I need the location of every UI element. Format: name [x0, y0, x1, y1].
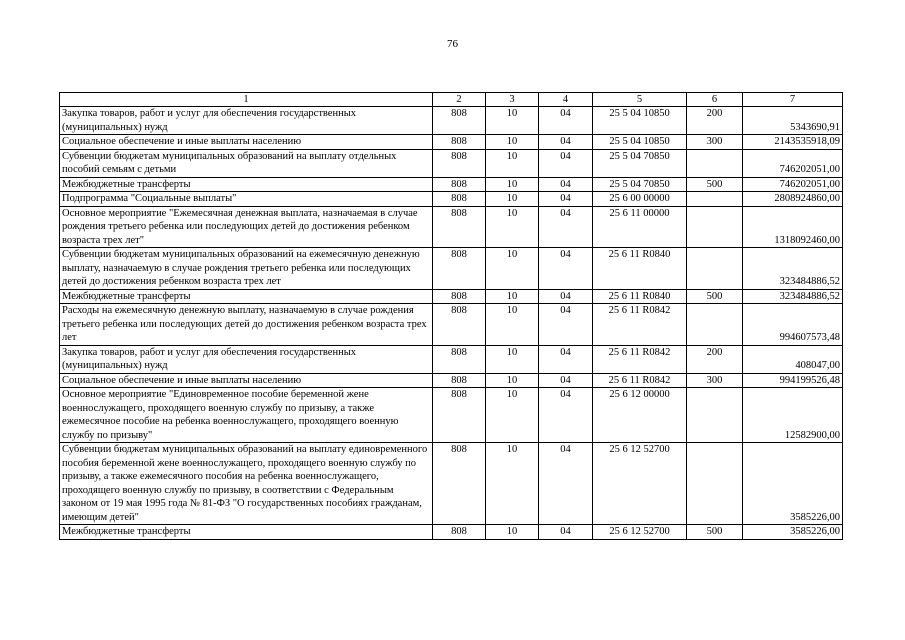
- row-col-3: 10: [486, 289, 539, 304]
- table-row: [60, 373, 843, 388]
- row-col-2: 808: [433, 107, 486, 135]
- table-row: [60, 289, 843, 304]
- row-col-2: 808: [433, 149, 486, 177]
- row-col-4: 04: [539, 345, 593, 373]
- page-number: 76: [447, 38, 458, 50]
- row-name: Подпрограмма "Социальные выплаты": [60, 192, 433, 207]
- row-col-4: 04: [539, 443, 593, 525]
- row-name: Субвенции бюджетам муниципальных образований на ежемесячную денежную выплату, назначаемую в случае рождения третьего ребенка или последующих детей до достижения ребенком возраста трех лет: [60, 248, 433, 290]
- table-row: [60, 388, 843, 443]
- row-col-2: 808: [433, 345, 486, 373]
- table-row: [60, 248, 843, 290]
- row-col-7: 323484886,52: [743, 289, 843, 304]
- row-name: Социальное обеспечение и иные выплаты населению: [60, 373, 433, 388]
- row-col-3: 10: [486, 135, 539, 150]
- row-col-6: [687, 248, 743, 290]
- row-col-7: 994607573,48: [743, 304, 843, 346]
- header-col-4: 4: [539, 93, 593, 107]
- row-col-6: 500: [687, 289, 743, 304]
- row-name: Межбюджетные трансферты: [60, 525, 433, 540]
- header-col-7: 7: [743, 93, 843, 107]
- row-col-3: 10: [486, 304, 539, 346]
- row-col-4: 04: [539, 177, 593, 192]
- header-col-3: 3: [486, 93, 539, 107]
- header-col-5: 5: [593, 93, 687, 107]
- table-row: [60, 107, 843, 135]
- row-col-6: 500: [687, 177, 743, 192]
- row-name: Расходы на ежемесячную денежную выплату, назначаемую в случае рождения третьего ребенка или последующих детей до достижения ребенком возраста трех лет: [60, 304, 433, 346]
- row-col-4: 04: [539, 192, 593, 207]
- row-col-5: 25 6 11 00000: [593, 206, 687, 248]
- row-col-5: 25 5 04 10850: [593, 135, 687, 150]
- row-col-2: 808: [433, 177, 486, 192]
- table-row: [60, 525, 843, 540]
- row-col-7: 2808924860,00: [743, 192, 843, 207]
- row-col-6: 300: [687, 373, 743, 388]
- row-col-4: 04: [539, 206, 593, 248]
- row-col-6: 500: [687, 525, 743, 540]
- row-col-4: 04: [539, 135, 593, 150]
- row-col-5: 25 6 11 R0842: [593, 304, 687, 346]
- row-col-2: 808: [433, 388, 486, 443]
- row-col-7: 994199526,48: [743, 373, 843, 388]
- row-name: Межбюджетные трансферты: [60, 289, 433, 304]
- table-row: [60, 135, 843, 150]
- row-col-3: 10: [486, 388, 539, 443]
- row-name: Межбюджетные трансферты: [60, 177, 433, 192]
- row-col-7: 3585226,00: [743, 443, 843, 525]
- row-col-3: 10: [486, 345, 539, 373]
- row-col-7: 12582900,00: [743, 388, 843, 443]
- row-col-2: 808: [433, 304, 486, 346]
- row-col-4: 04: [539, 289, 593, 304]
- row-col-6: 200: [687, 107, 743, 135]
- row-col-6: [687, 304, 743, 346]
- row-col-5: 25 6 11 R0842: [593, 345, 687, 373]
- row-col-3: 10: [486, 248, 539, 290]
- row-col-4: 04: [539, 149, 593, 177]
- row-col-2: 808: [433, 289, 486, 304]
- row-col-5: 25 5 04 70850: [593, 149, 687, 177]
- table-row: [60, 304, 843, 346]
- row-col-5: 25 6 12 52700: [593, 443, 687, 525]
- row-col-3: 10: [486, 206, 539, 248]
- row-col-3: 10: [486, 107, 539, 135]
- row-col-5: 25 6 11 R0842: [593, 373, 687, 388]
- header-col-2: 2: [433, 93, 486, 107]
- row-col-7: 5343690,91: [743, 107, 843, 135]
- row-name: Социальное обеспечение и иные выплаты населению: [60, 135, 433, 150]
- row-name: Закупка товаров, работ и услуг для обеспечения государственных (муниципальных) нужд: [60, 345, 433, 373]
- row-col-4: 04: [539, 107, 593, 135]
- row-name: Субвенции бюджетам муниципальных образований на выплату единовременного пособия беременной жене военнослужащего, проходящего военную службу по призыву, а также ежемесячного пособия на ребенка военнослужащего, проходящего военную службу по призыву, в соответствии с Федеральным законом от 19 мая 1995 года № 81-ФЗ "О государственных пособиях гражданам, имеющим детей": [60, 443, 433, 525]
- row-col-6: [687, 388, 743, 443]
- row-col-7: 323484886,52: [743, 248, 843, 290]
- row-col-5: 25 6 11 R0840: [593, 289, 687, 304]
- row-col-3: 10: [486, 192, 539, 207]
- row-col-2: 808: [433, 525, 486, 540]
- row-col-6: [687, 206, 743, 248]
- row-col-5: 25 5 04 10850: [593, 107, 687, 135]
- row-col-2: 808: [433, 206, 486, 248]
- table-row: [60, 345, 843, 373]
- row-col-3: 10: [486, 443, 539, 525]
- row-col-5: 25 5 04 70850: [593, 177, 687, 192]
- row-col-4: 04: [539, 525, 593, 540]
- row-col-2: 808: [433, 248, 486, 290]
- header-col-1: 1: [60, 93, 433, 107]
- table-row: [60, 149, 843, 177]
- row-col-5: 25 6 12 00000: [593, 388, 687, 443]
- row-col-7: 746202051,00: [743, 177, 843, 192]
- row-col-5: 25 6 11 R0840: [593, 248, 687, 290]
- row-name: Основное мероприятие "Единовременное пособие беременной жене военнослужащего, проходящего военную службу по призыву, а также ежемесячное пособие на ребенка военнослужащего, проходящего военную службу по призыву": [60, 388, 433, 443]
- row-col-2: 808: [433, 443, 486, 525]
- row-col-7: 1318092460,00: [743, 206, 843, 248]
- row-col-4: 04: [539, 373, 593, 388]
- row-col-6: 200: [687, 345, 743, 373]
- row-col-2: 808: [433, 192, 486, 207]
- row-col-6: [687, 149, 743, 177]
- row-col-5: 25 6 00 00000: [593, 192, 687, 207]
- row-col-7: 3585226,00: [743, 525, 843, 540]
- row-col-3: 10: [486, 177, 539, 192]
- row-col-6: [687, 443, 743, 525]
- row-col-2: 808: [433, 373, 486, 388]
- table-row: [60, 206, 843, 248]
- budget-table: [59, 92, 843, 540]
- row-col-4: 04: [539, 248, 593, 290]
- row-col-3: 10: [486, 525, 539, 540]
- row-name: Закупка товаров, работ и услуг для обеспечения государственных (муниципальных) нужд: [60, 107, 433, 135]
- table-row: [60, 443, 843, 525]
- row-col-6: [687, 192, 743, 207]
- row-col-4: 04: [539, 388, 593, 443]
- row-col-3: 10: [486, 149, 539, 177]
- row-col-7: 2143535918,09: [743, 135, 843, 150]
- row-col-4: 04: [539, 304, 593, 346]
- row-col-6: 300: [687, 135, 743, 150]
- row-col-3: 10: [486, 373, 539, 388]
- table-row: [60, 192, 843, 207]
- row-col-5: 25 6 12 52700: [593, 525, 687, 540]
- row-col-7: 746202051,00: [743, 149, 843, 177]
- header-row: [60, 93, 843, 107]
- row-col-2: 808: [433, 135, 486, 150]
- row-name: Субвенции бюджетам муниципальных образований на выплату отдельных пособий семьям с детьми: [60, 149, 433, 177]
- row-col-7: 408047,00: [743, 345, 843, 373]
- row-name: Основное мероприятие "Ежемесячная денежная выплата, назначаемая в случае рождения третьего ребенка или последующих детей до достижения ребенком возраста трех лет": [60, 206, 433, 248]
- table-row: [60, 177, 843, 192]
- header-col-6: 6: [687, 93, 743, 107]
